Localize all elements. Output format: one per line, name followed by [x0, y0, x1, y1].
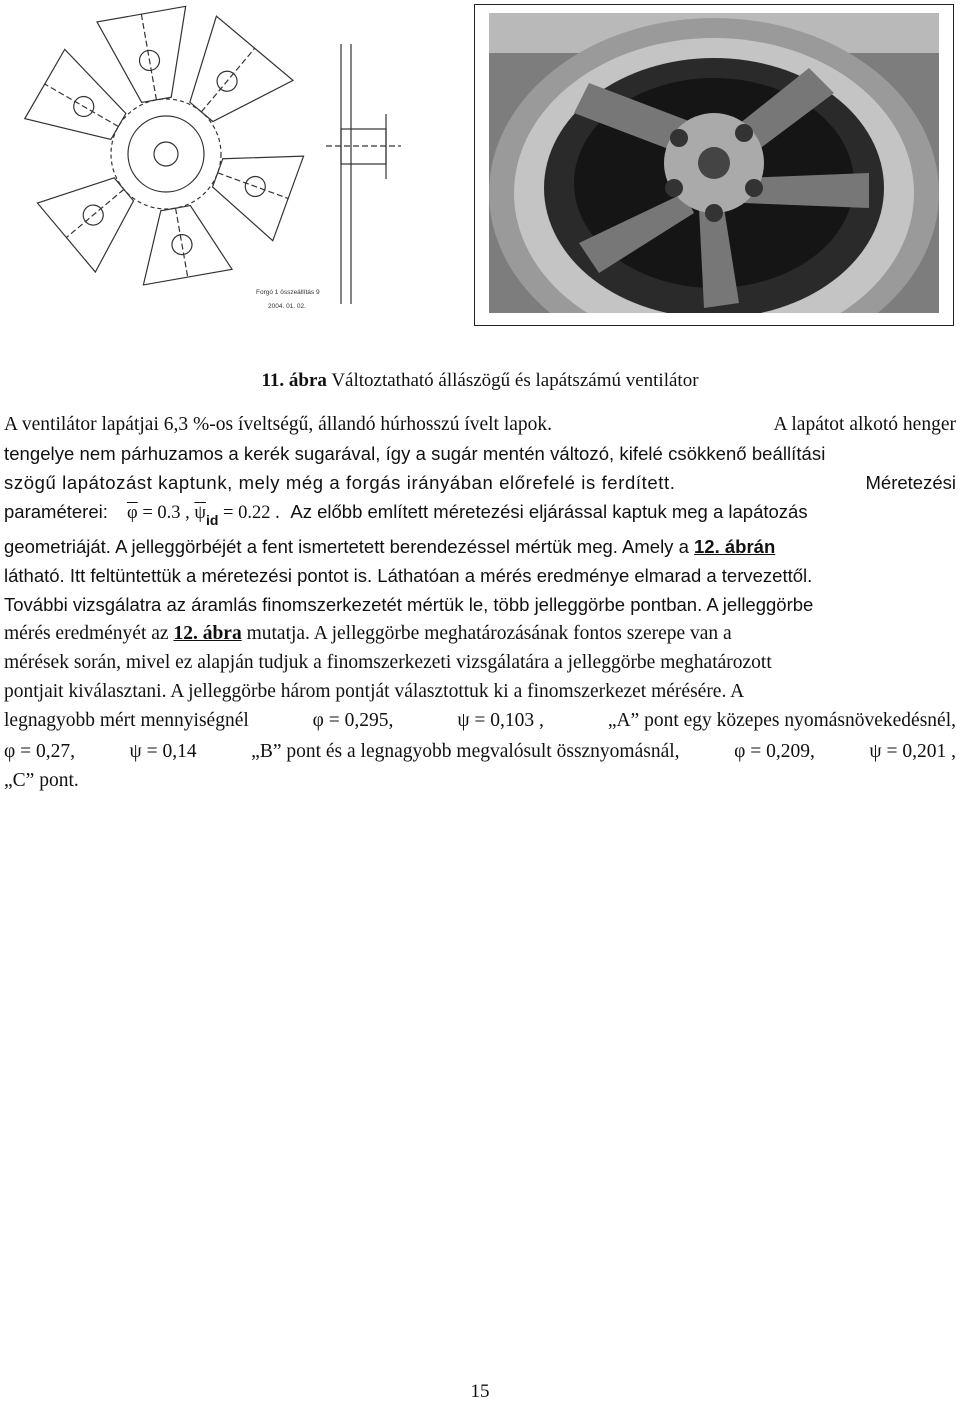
body-text: A ventilátor lapátjai 6,3 %-os íveltségű, állandó húrhosszú ívelt lapok.	[4, 414, 553, 435]
body-text: „B” pont és a legnagyobb megvalósult össznyomásnál,	[251, 741, 680, 762]
psi-value: = 0.22 .	[218, 503, 280, 523]
body-text: Az előbb említett méretezési eljárással kaptuk meg a lapátozás	[290, 501, 808, 522]
body-line-3	[4, 468, 956, 497]
drawing-stamp-line1: Forgó 1 összeállítás 9	[256, 289, 320, 296]
figure-caption	[0, 370, 960, 392]
fan-rotor-drawing	[6, 4, 416, 330]
formula: ψ = 0,103 ,	[457, 710, 544, 731]
psi-symbol: $\overline{\psi}$	[194, 503, 206, 523]
body-text: További vizsgálatra az áramlás finomszerkezetét mértük le, több jelleggörbe pontban. A jelleggörbe	[4, 594, 814, 615]
body-text: tengelye nem párhuzamos a kerék sugarával, így a sugár mentén változó, kifelé csökkenő beállítási	[4, 443, 826, 464]
body-text: mutatja. A jelleggörbe meghatározásának fontos szerepe van a	[241, 623, 732, 644]
body-line-10	[4, 677, 956, 706]
body-text: A lapátot alkotó henger	[769, 414, 956, 435]
body-line-12	[4, 737, 956, 766]
body-text: geometriáját. A jelleggörbéjét a fent ismertetett berendezéssel mértük meg. Amely a	[4, 536, 695, 557]
formula: φ = 0,295,	[312, 710, 394, 731]
figure-caption-text: Változtatható állászögű és lapátszámú ventilátor	[326, 370, 699, 391]
fan-photo	[489, 13, 939, 313]
body-text: pontjait kiválasztani. A jelleggörbe három pontját választottuk ki a finomszerkezet mérésére. A	[4, 681, 745, 702]
body-text: mérés eredményét az	[4, 623, 174, 644]
body-text: látható. Itt feltüntettük a méretezési pontot is. Láthatóan a mérés eredménye elmarad a tervezettől.	[4, 565, 813, 586]
figure-reference-link[interactable]: 12. ábra	[173, 623, 242, 644]
body-text: „C” pont.	[4, 770, 79, 791]
body-line-8	[4, 619, 956, 648]
body-line-6	[4, 561, 956, 590]
body-text: mérések során, mivel ez alapján tudjuk a finomszerkezeti vizsgálatára a jelleggörbe meghatározott	[4, 652, 772, 673]
body-line-11	[4, 706, 956, 735]
body-line-2	[4, 439, 956, 468]
body-line-1	[4, 410, 956, 439]
formula: ψ = 0,201 ,	[869, 741, 956, 762]
body-text: paraméterei:	[4, 501, 108, 522]
body-line-7	[4, 590, 956, 619]
drawing-stamp-line2: 2004. 01. 02.	[268, 303, 306, 310]
figure-reference-link[interactable]: 12. ábrán	[694, 536, 776, 557]
phi-symbol: $\overline{\varphi}$	[127, 503, 138, 523]
figure-number: 11. ábra	[261, 370, 327, 391]
body-line-4	[4, 497, 956, 528]
formula: φ = 0,27,	[4, 741, 76, 762]
fan-photo-frame	[474, 4, 954, 326]
body-text: legnagyobb mért mennyiségnél	[4, 710, 249, 731]
psi-subscript: id	[205, 512, 219, 528]
body-text: szögű lapátozást kaptunk, mely még a forgás irányában előrefelé is ferdített.	[4, 472, 676, 493]
phi-value: = 0.3 ,	[137, 503, 195, 523]
body-line-13	[4, 766, 956, 795]
page-number: 15	[470, 1381, 490, 1402]
body-line-5	[4, 532, 956, 561]
body-text: „A” pont egy közepes nyomásnövekedésnél,	[607, 710, 956, 731]
body-line-9	[4, 648, 956, 677]
body-text: Méretezési	[865, 472, 956, 493]
formula: φ = 0,209,	[734, 741, 815, 762]
formula: ψ = 0,14	[129, 741, 197, 762]
